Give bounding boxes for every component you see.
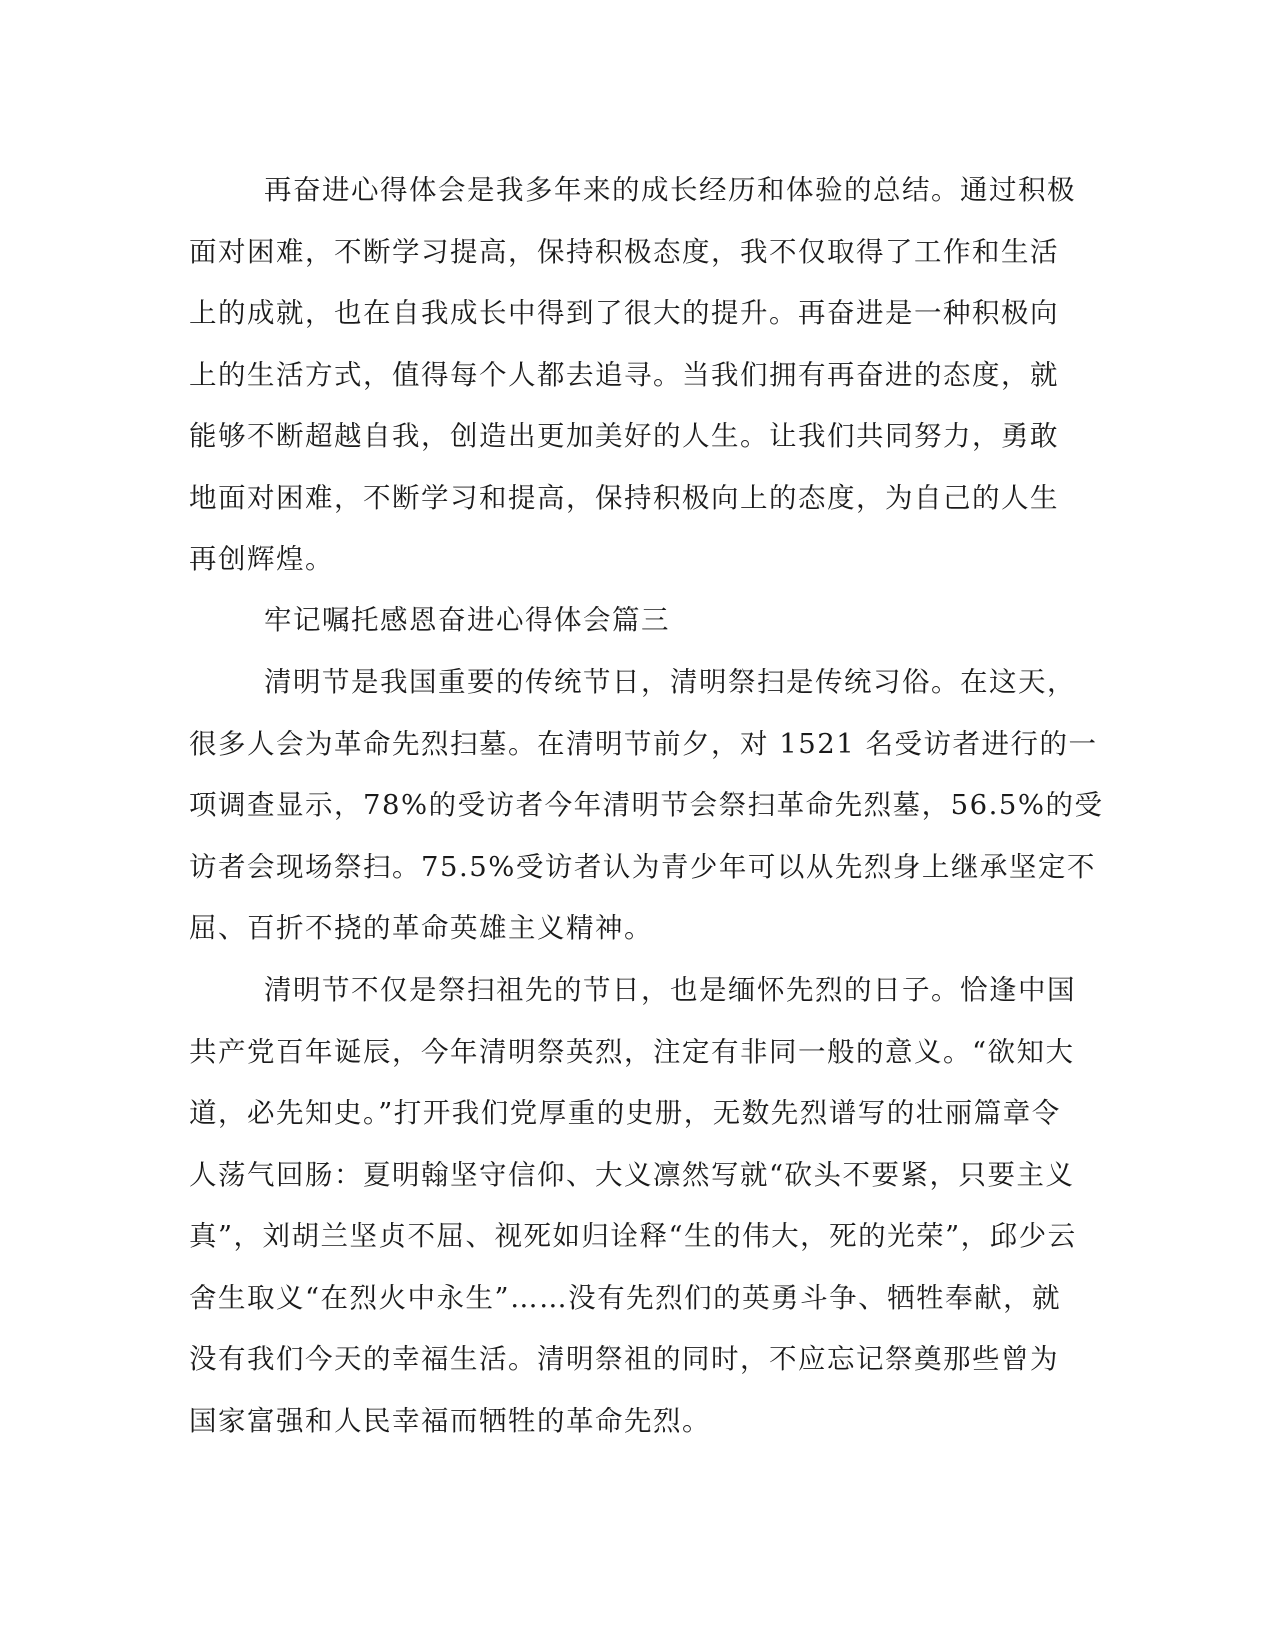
- paragraph-line: 道，必先知史。”打开我们党厚重的史册，无数先烈谱写的壮丽篇章令: [189, 1097, 1061, 1129]
- paragraph-line: 再创辉煌。: [189, 543, 334, 575]
- paragraph-line: 国家富强和人民幸福而牺牲的革命先烈。: [189, 1404, 711, 1437]
- paragraph-line: 上的生活方式，值得每个人都去追寻。当我们拥有再奋进的态度，就: [189, 358, 1059, 391]
- paragraph-line: 屈、百折不挠的革命英雄主义精神。: [189, 912, 653, 944]
- section-heading-text: 牢记嘱托感恩奋进心得体会篇三: [264, 604, 670, 636]
- section-heading: [189, 590, 1085, 652]
- paragraph-line: 共产党百年诞辰，今年清明祭英烈，注定有非同一般的意义。“欲知大: [189, 1035, 1075, 1068]
- paragraph-line: 舍生取义“在烈火中永生”……没有先烈们的英勇斗争、牺牲奉献，就: [189, 1281, 1062, 1314]
- paragraph-line: 能够不断超越自我，创造出更加美好的人生。让我们共同努力，勇敢: [189, 420, 1059, 452]
- paragraph-line: 访者会现场祭扫。75.5%受访者认为青少年可以从先烈身上继承坚定不: [189, 850, 1096, 883]
- paragraph-line: 很多人会为革命先烈扫墓。在清明节前夕，对 1521 名受访者进行的一: [189, 727, 1098, 760]
- paragraph-line: 项调查显示，78%的受访者今年清明节会祭扫革命先烈墓，56.5%的受: [189, 789, 1104, 821]
- paragraph-line: 面对困难，不断学习提高，保持积极态度，我不仅取得了工作和生活: [189, 235, 1059, 268]
- paragraph-line: 清明节不仅是祭扫祖先的节日，也是缅怀先烈的日子。恰逢中国: [264, 974, 1076, 1006]
- paragraph-line: 地面对困难，不断学习和提高，保持积极向上的态度，为自己的人生: [189, 481, 1059, 514]
- paragraph-2: [189, 652, 1104, 960]
- paragraph-line: 再奋进心得体会是我多年来的成长经历和体验的总结。通过积极: [264, 174, 1076, 206]
- paragraph-line: 真”，刘胡兰坚贞不屈、视死如归诠释“生的伟大，死的光荣”，邱少云: [189, 1220, 1077, 1252]
- paragraph-line: 人荡气回肠：夏明翰坚守信仰、大义凛然写就“砍头不要紧，只要主义: [189, 1158, 1075, 1191]
- paragraph-line: 清明节是我国重要的传统节日，清明祭扫是传统习俗。在这天，: [264, 666, 1076, 698]
- paragraph-line: 没有我们今天的幸福生活。清明祭祖的同时，不应忘记祭奠那些曾为: [189, 1343, 1059, 1375]
- paragraph-3: [189, 960, 1085, 1452]
- paragraph-1: [189, 160, 1085, 591]
- paragraph-line: 上的成就，也在自我成长中得到了很大的提升。再奋进是一种积极向: [189, 297, 1059, 329]
